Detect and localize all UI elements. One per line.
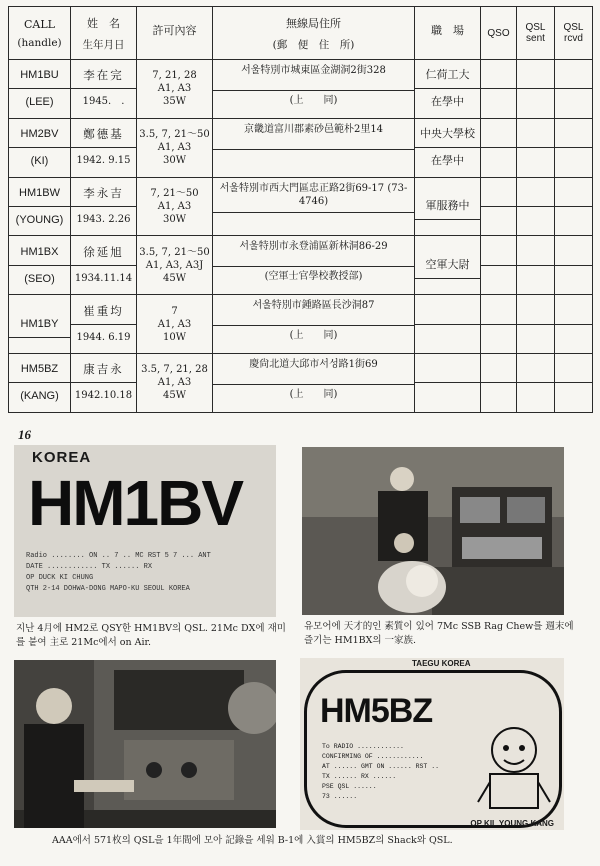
qso-cell — [481, 236, 517, 295]
photo-hm5bz-shack — [14, 660, 276, 828]
family-photo-art — [302, 447, 564, 615]
card-operator-label: OP KIL YOUNG KANG — [470, 819, 554, 828]
table-row — [9, 236, 593, 295]
address-cell: 서울特別市西大門區忠正路2街69-17 (73-4746) — [213, 177, 415, 236]
occupation-cell: 空軍大尉 — [415, 236, 481, 295]
call-cell: HM1BW (YOUNG) — [9, 177, 71, 236]
address-cell: 서울特別市城東區金湖洞2街328 (上 同) — [213, 60, 415, 119]
caption-hm1bx: 유모어에 天才的인 素質이 있어 7Mc SSB Rag Chew를 週末에 즐기는 HM1BX의 一家族. — [304, 621, 574, 646]
address-cell: 京畿道富川郡素砂邑範朴2里14 — [213, 118, 415, 177]
qsl-card-hm5bz — [300, 658, 564, 830]
card-lines: To RADIO ............ CONFIRMING OF ............ AT ...... GMT ON ...... RST .. TX ...... RX ...... PSE QSL ...... 73 ...... — [322, 743, 440, 800]
name-cell: 康吉永 1942.10.18 — [71, 353, 137, 412]
band-cell: 3.5, 7, 21, 28 A1, A3 45W — [137, 353, 213, 412]
header-occupation: 職 場 — [415, 7, 481, 60]
occupation-cell: 中央大學校 在學中 — [415, 118, 481, 177]
occupation-cell — [415, 353, 481, 412]
card-callsign: HM5BZ — [320, 692, 433, 730]
table-row — [9, 353, 593, 412]
header-band: 許可內容 — [137, 7, 213, 60]
shack-photo-art — [14, 660, 276, 828]
band-cell: 3.5, 7, 21～50 A1, A3 30W — [137, 118, 213, 177]
qsl-rcvd-cell — [555, 177, 593, 236]
table-row — [9, 177, 593, 236]
header-call: CALL (handle) — [9, 7, 71, 60]
name-cell: 李永吉 1943. 2.26 — [71, 177, 137, 236]
name-cell: 徐延旭 1934.11.14 — [71, 236, 137, 295]
page-number: 16 — [18, 427, 31, 442]
name-cell: 崔重均 1944. 6.19 — [71, 295, 137, 354]
name-cell: 李在完 1945. . — [71, 60, 137, 119]
name-cell: 鄭德基 1942. 9.15 — [71, 118, 137, 177]
band-cell: 7 A1, A3 10W — [137, 295, 213, 354]
qsl-rcvd-cell — [555, 295, 593, 354]
cartoon-operator-art — [476, 722, 552, 816]
call-cell: HM1BY — [9, 295, 71, 354]
call-cell: HM1BU (LEE) — [9, 60, 71, 119]
table-row — [9, 295, 593, 354]
qso-cell — [481, 353, 517, 412]
photo-hm1bx-family — [302, 447, 564, 615]
table-header-row — [9, 7, 593, 60]
qsl-sent-cell — [517, 236, 555, 295]
occupation-cell: 仁荷工大 在學中 — [415, 60, 481, 119]
call-cell: HM2BV (KI) — [9, 118, 71, 177]
band-cell: 7, 21～50 A1, A3 30W — [137, 177, 213, 236]
qsl-rcvd-cell — [555, 118, 593, 177]
qsl-sent-cell — [517, 60, 555, 119]
qso-cell — [481, 60, 517, 119]
qsl-sent-cell — [517, 295, 555, 354]
header-qso: QSO — [481, 7, 517, 60]
table-row — [9, 118, 593, 177]
address-cell: 慶尙北道大邱市서성路1街69 (上 同) — [213, 353, 415, 412]
qsl-rcvd-cell — [555, 60, 593, 119]
qsl-rcvd-cell — [555, 236, 593, 295]
card-lines: Radio ........ ON .. 7 .. MC RST 5 7 ... ANT DATE ............ TX ...... RX OP DUCK KI CHUNG QTH 2-14 DOHWA-DONG MAPO-KU SEOUL KOREA — [26, 552, 211, 593]
address-cell: 서울特別市永登浦區新林洞86-29 (空軍士官學校教授部) — [213, 236, 415, 295]
qsl-card-hm1bv — [14, 445, 276, 617]
call-cell: HM5BZ (KANG) — [9, 353, 71, 412]
header-qsl-rcvd: QSL rcvd — [555, 7, 593, 60]
header-qsl-sent: QSL sent — [517, 7, 555, 60]
qsl-sent-cell — [517, 353, 555, 412]
card-callsign: HM1BV — [28, 467, 243, 539]
card-location-label: TAEGU KOREA — [412, 659, 471, 668]
qsl-rcvd-cell — [555, 353, 593, 412]
card-country-label: KOREA — [32, 449, 92, 466]
station-register-table — [8, 6, 593, 413]
address-cell: 서울特別市鍾路區長沙洞87 (上 同) — [213, 295, 415, 354]
header-name: 姓 名 生年月日 — [71, 7, 137, 60]
occupation-cell: 軍服務中 — [415, 177, 481, 236]
band-cell: 3.5, 7, 21～50 A1, A3, A3J 45W — [137, 236, 213, 295]
band-cell: 7, 21, 28 A1, A3 35W — [137, 60, 213, 119]
occupation-cell — [415, 295, 481, 354]
qso-cell — [481, 118, 517, 177]
caption-hm5bz: AAA에서 571枚의 QSL을 1年間에 모아 記錄을 세워 B-1에 入賞의 HM5BZ의 Shack와 QSL. — [52, 835, 453, 846]
header-address: 無線局住所 (郵 便 住 所) — [213, 7, 415, 60]
qso-cell — [481, 295, 517, 354]
table-row — [9, 60, 593, 119]
qsl-sent-cell — [517, 118, 555, 177]
qso-cell — [481, 177, 517, 236]
call-cell: HM1BX (SEO) — [9, 236, 71, 295]
caption-hm1bv: 지난 4月에 HM2로 QSY한 HM1BV의 QSL. 21Mc DX에 재미를 붙여 主로 21Mc에서 on Air. — [16, 623, 286, 648]
qsl-sent-cell — [517, 177, 555, 236]
